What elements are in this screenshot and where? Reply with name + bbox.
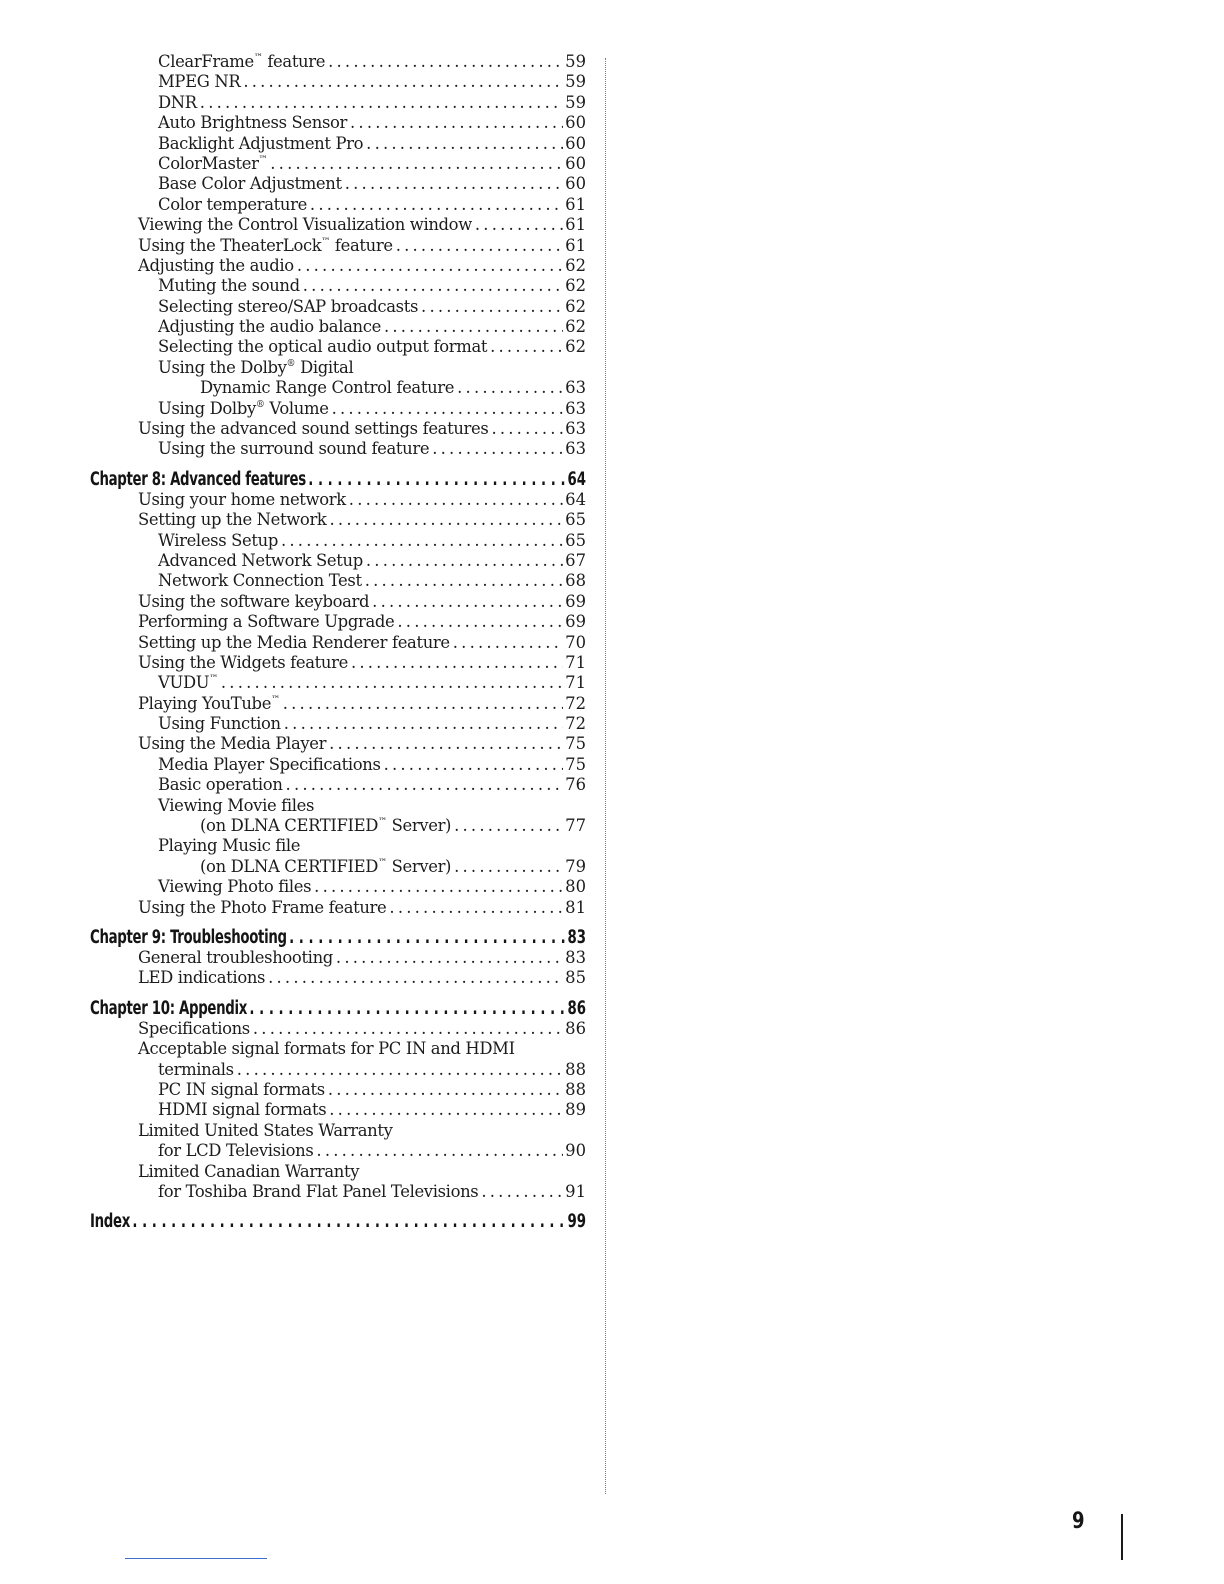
toc-entry-page: 69	[565, 612, 586, 632]
toc-entry	[90, 857, 586, 877]
toc-entry	[90, 358, 586, 378]
toc-entry-title: Base Color Adjustment	[158, 174, 342, 194]
toc-entry	[90, 1162, 586, 1182]
toc-entry-title: for LCD Televisions	[158, 1141, 314, 1161]
toc-entry	[90, 775, 586, 795]
toc-entry-page: 77	[565, 816, 586, 836]
toc-entry	[90, 592, 586, 612]
toc-entry-page: 75	[565, 754, 586, 774]
toc-entry	[90, 816, 586, 836]
toc-entry	[90, 755, 586, 775]
toc-entry-page: 62	[565, 276, 586, 296]
dot-leader	[472, 215, 563, 235]
toc-entry-title: ColorMaster™	[158, 153, 268, 173]
toc-entry	[90, 174, 586, 194]
toc-entry-title: Specifications	[138, 1018, 250, 1038]
dot-leader	[363, 551, 563, 571]
toc-chapter-entry	[90, 1211, 586, 1232]
toc-entry-title: Using the surround sound feature	[158, 439, 430, 459]
toc-entry-title: Using Function	[158, 714, 281, 734]
toc-entry-title: Muting the sound	[158, 276, 300, 296]
toc-entry-title: DNR	[158, 92, 197, 112]
toc-entry	[90, 796, 586, 816]
toc-chapter-entry	[90, 998, 586, 1019]
page-number-rule	[1121, 1514, 1123, 1560]
toc-entry-page: 83	[567, 927, 586, 949]
toc-entry-title: Performing a Software Upgrade	[138, 612, 395, 632]
dot-leader	[418, 297, 563, 317]
dot-leader	[451, 816, 563, 836]
toc-entry-page: 88	[565, 1079, 586, 1099]
toc-entry-page: 60	[565, 153, 586, 173]
toc-entry-page: 68	[565, 571, 586, 591]
toc-entry-title: Acceptable signal formats for PC IN and HDMI	[138, 1039, 515, 1059]
toc-entry	[90, 297, 586, 317]
toc-entry	[90, 673, 586, 693]
toc-entry-title: Index	[90, 1211, 130, 1233]
toc-entry	[90, 337, 586, 357]
toc-entry-title: Viewing Movie files	[158, 795, 315, 815]
toc-entry	[90, 490, 586, 510]
dot-leader	[488, 419, 563, 439]
toc-entry	[90, 1182, 586, 1202]
toc-entry-title: Limited United States Warranty	[138, 1120, 393, 1140]
toc-entry-title: Using the TheaterLock™ feature	[138, 235, 393, 255]
toc-entry	[90, 419, 586, 439]
footer-link-line	[125, 1558, 267, 1559]
toc-entry-page: 59	[565, 72, 586, 92]
toc-entry-page: 65	[565, 530, 586, 550]
toc-entry-title: Using the Dolby® Digital	[158, 357, 354, 377]
dot-leader	[386, 898, 563, 918]
toc-entry	[90, 399, 586, 419]
toc-entry-page: 72	[565, 714, 586, 734]
toc-entry	[90, 113, 586, 133]
dot-leader	[130, 1211, 566, 1232]
toc-entry-page: 64	[565, 489, 586, 509]
toc-entry-page: 62	[565, 337, 586, 357]
dot-leader	[326, 734, 563, 754]
dot-leader	[363, 134, 563, 154]
toc-entry	[90, 836, 586, 856]
toc-entry-title: Media Player Specifications	[158, 754, 381, 774]
toc-entry	[90, 510, 586, 530]
dot-leader	[394, 612, 563, 632]
toc-entry-title: PC IN signal formats	[158, 1079, 325, 1099]
toc-entry	[90, 714, 586, 734]
toc-entry	[90, 877, 586, 897]
dot-leader	[347, 113, 563, 133]
dot-leader	[342, 174, 563, 194]
dot-leader	[283, 775, 564, 795]
toc-entry	[90, 735, 586, 755]
toc-entry	[90, 1080, 586, 1100]
toc-entry-title: Using the advanced sound settings features	[138, 419, 489, 439]
dot-leader	[381, 755, 564, 775]
dot-leader	[348, 653, 563, 673]
toc-entry	[90, 256, 586, 276]
toc-entry-title: HDMI signal formats	[158, 1100, 327, 1120]
toc-entry	[90, 72, 586, 92]
toc-entry-page: 70	[565, 632, 586, 652]
toc-entry-title: Using the Photo Frame feature	[138, 897, 387, 917]
toc-entry-page: 63	[565, 439, 586, 459]
toc-entry	[90, 215, 586, 235]
dot-leader	[247, 998, 566, 1019]
toc-entry-page: 81	[565, 897, 586, 917]
toc-entry-title: Basic operation	[158, 775, 283, 795]
dot-leader	[280, 694, 563, 714]
dot-leader	[307, 195, 563, 215]
toc-entry-page: 89	[565, 1100, 586, 1120]
toc-entry	[90, 52, 586, 72]
toc-entry	[90, 1039, 586, 1059]
toc-entry-page: 67	[565, 550, 586, 570]
toc-entry-title: terminals	[158, 1059, 234, 1079]
dot-leader	[300, 276, 563, 296]
toc-entry-page: 76	[565, 775, 586, 795]
toc-entry	[90, 571, 586, 591]
toc-entry	[90, 612, 586, 632]
toc-entry	[90, 378, 586, 398]
dot-leader	[429, 439, 563, 459]
toc-entry-page: 85	[565, 968, 586, 988]
toc-entry-page: 79	[565, 856, 586, 876]
toc-entry-page: 61	[565, 215, 586, 235]
toc-entry-page: 63	[565, 398, 586, 418]
toc-entry-page: 90	[565, 1141, 586, 1161]
page-number: 9	[1072, 1509, 1085, 1534]
toc-entry-page: 60	[565, 174, 586, 194]
toc-entry-title: Advanced Network Setup	[158, 550, 363, 570]
toc-entry-title: Chapter 8: Advanced features	[90, 468, 306, 490]
toc-entry	[90, 694, 586, 714]
table-of-contents	[90, 52, 586, 1232]
dot-leader	[451, 857, 563, 877]
dot-leader	[278, 531, 563, 551]
toc-entry-page: 71	[565, 652, 586, 672]
toc-entry	[90, 948, 586, 968]
toc-entry	[90, 1060, 586, 1080]
toc-entry	[90, 236, 586, 256]
toc-entry	[90, 968, 586, 988]
dot-leader	[197, 93, 563, 113]
toc-entry	[90, 898, 586, 918]
toc-entry-title: Viewing the Control Visualization window	[138, 215, 472, 235]
toc-entry-page: 59	[565, 92, 586, 112]
toc-chapter-entry	[90, 927, 586, 948]
dot-leader	[487, 337, 563, 357]
toc-entry	[90, 276, 586, 296]
dot-leader	[346, 490, 563, 510]
toc-entry-title: Playing YouTube™	[138, 693, 280, 713]
toc-entry	[90, 633, 586, 653]
toc-entry-title: Chapter 9: Troubleshooting	[90, 927, 287, 949]
toc-entry	[90, 93, 586, 113]
toc-entry-page: 83	[565, 948, 586, 967]
toc-entry-title: Adjusting the audio balance	[158, 317, 381, 337]
toc-entry-page: 65	[565, 510, 586, 530]
toc-entry-title: Auto Brightness Sensor	[158, 113, 348, 133]
toc-entry-title: Using your home network	[138, 489, 346, 509]
toc-entry-title: Network Connection Test	[158, 571, 362, 591]
toc-entry	[90, 1100, 586, 1120]
toc-entry	[90, 154, 586, 174]
toc-entry-title: Limited Canadian Warranty	[138, 1161, 360, 1181]
dot-leader	[327, 510, 564, 530]
toc-entry-title: Selecting stereo/SAP broadcasts	[158, 296, 419, 316]
toc-entry-page: 62	[565, 296, 586, 316]
toc-entry-page: 63	[565, 378, 586, 398]
toc-entry-page: 75	[565, 734, 586, 754]
dot-leader	[240, 72, 563, 92]
toc-entry-title: Using the Media Player	[138, 734, 327, 754]
toc-entry	[90, 195, 586, 215]
toc-entry	[90, 317, 586, 337]
dot-leader	[267, 154, 563, 174]
toc-entry-page: 69	[565, 591, 586, 611]
toc-entry-title: Backlight Adjustment Pro	[158, 133, 364, 153]
toc-entry-title: for Toshiba Brand Flat Panel Televisions	[158, 1181, 479, 1201]
toc-entry-page: 91	[565, 1181, 586, 1201]
toc-entry	[90, 1019, 586, 1039]
dot-leader	[250, 1019, 563, 1039]
toc-entry-title: Wireless Setup	[158, 530, 278, 550]
dot-leader	[287, 927, 566, 948]
dot-leader	[326, 1100, 563, 1120]
toc-entry-page: 80	[565, 877, 586, 897]
toc-entry	[90, 134, 586, 154]
toc-entry	[90, 1121, 586, 1141]
dot-leader	[454, 378, 563, 398]
toc-entry-page: 60	[565, 113, 586, 133]
toc-entry-title: LED indications	[138, 968, 266, 988]
toc-entry-title: (on DLNA CERTIFIED™ Server)	[200, 856, 452, 876]
toc-entry	[90, 653, 586, 673]
toc-entry	[90, 551, 586, 571]
toc-entry-page: 86	[567, 997, 586, 1019]
toc-entry-page: 60	[565, 133, 586, 153]
toc-entry-page: 59	[565, 51, 586, 71]
toc-entry-page: 62	[565, 317, 586, 337]
toc-chapter-entry	[90, 469, 586, 490]
toc-entry-title: Dynamic Range Control feature	[200, 378, 455, 398]
dot-leader	[362, 571, 563, 591]
dot-leader	[311, 877, 563, 897]
toc-entry-page: 62	[565, 255, 586, 275]
toc-entry-title: MPEG NR	[158, 72, 241, 92]
dot-leader	[218, 673, 563, 693]
dot-leader	[281, 714, 563, 734]
dot-leader	[450, 633, 563, 653]
toc-entry	[90, 531, 586, 551]
toc-entry-page: 64	[567, 468, 586, 490]
toc-entry-page: 61	[565, 194, 586, 214]
toc-entry-title: Chapter 10: Appendix	[90, 997, 248, 1019]
toc-entry-title: Adjusting the audio	[138, 255, 294, 275]
dot-leader	[265, 968, 563, 988]
toc-entry-page: 86	[565, 1018, 586, 1038]
toc-entry-page: 88	[565, 1059, 586, 1079]
toc-entry-title: Viewing Photo files	[158, 877, 312, 897]
toc-entry-page: 99	[567, 1211, 586, 1233]
toc-entry-title: Color temperature	[158, 194, 307, 214]
column-divider	[605, 58, 606, 1494]
dot-leader	[234, 1060, 563, 1080]
toc-entry-title: Setting up the Media Renderer feature	[138, 632, 450, 652]
toc-entry-title: Playing Music file	[158, 836, 301, 856]
dot-leader	[478, 1182, 563, 1202]
toc-entry	[90, 1141, 586, 1161]
toc-entry-page: 71	[565, 673, 586, 693]
dot-leader	[306, 469, 566, 490]
dot-leader	[313, 1141, 563, 1161]
toc-entry-page: 72	[565, 693, 586, 713]
toc-entry-title: Using Dolby® Volume	[158, 398, 329, 418]
toc-entry-page: 61	[565, 235, 586, 255]
dot-leader	[369, 592, 563, 612]
toc-entry-title: Selecting the optical audio output format	[158, 337, 488, 357]
toc-entry-title: Setting up the Network	[138, 510, 327, 530]
toc-entry-page: 63	[565, 419, 586, 439]
dot-leader	[333, 948, 563, 968]
dot-leader	[329, 399, 564, 419]
toc-entry-title: Using the software keyboard	[138, 591, 370, 611]
toc-entry-title: General troubleshooting	[138, 948, 333, 967]
dot-leader	[294, 256, 563, 276]
dot-leader	[325, 1080, 563, 1100]
toc-entry	[90, 439, 586, 459]
dot-leader	[381, 317, 563, 337]
dot-leader	[393, 236, 563, 256]
toc-entry-title: ClearFrame™ feature	[158, 51, 326, 71]
toc-entry-title: Using the Widgets feature	[138, 652, 348, 672]
toc-entry-title: VUDU™	[158, 673, 218, 693]
toc-entry-title: (on DLNA CERTIFIED™ Server)	[200, 816, 452, 836]
dot-leader	[325, 52, 563, 72]
